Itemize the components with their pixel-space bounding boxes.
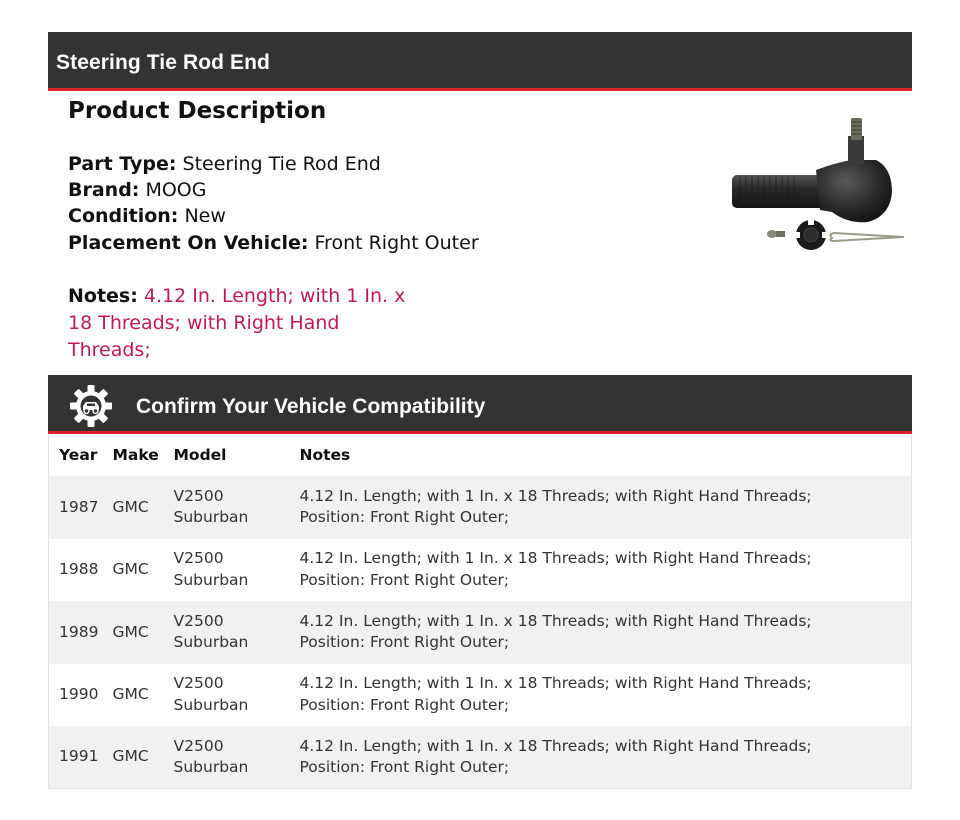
attr-condition <box>68 203 226 229</box>
cell-notes: 4.12 In. Length; with 1 In. x 18 Threads; with Right Hand Threads; Position: Front Right Outer; <box>299 486 812 527</box>
gear-car-icon <box>68 384 114 428</box>
cell-notes: 4.12 In. Length; with 1 In. x 18 Threads; with Right Hand Threads; Position: Front Right Outer; <box>299 611 812 652</box>
cell-notes: 4.12 In. Length; with 1 In. x 18 Threads; with Right Hand Threads; Position: Front Right Outer; <box>299 549 812 589</box>
attr-value: Steering Tie Rod End <box>176 153 381 175</box>
title-bar <box>48 32 912 91</box>
table-row <box>49 726 912 789</box>
attr-placement <box>68 230 479 256</box>
col-model: Model <box>173 446 227 464</box>
attr-part-type <box>68 151 381 177</box>
table-header-row <box>49 434 912 476</box>
tie-rod-end-photo <box>728 112 908 262</box>
cell-model: V2500 Suburban <box>173 736 249 776</box>
cell-model: V2500 Suburban <box>173 674 249 714</box>
table-row <box>49 664 912 727</box>
attr-key: Placement On Vehicle: <box>68 232 309 254</box>
cell-make: GMC <box>112 497 149 516</box>
cell-make: GMC <box>112 622 149 641</box>
attr-key: Brand: <box>68 179 140 201</box>
table-row <box>49 476 912 539</box>
col-notes: Notes <box>299 446 351 464</box>
cell-year: 1989 <box>59 622 99 641</box>
table-row <box>49 601 912 664</box>
col-year: Year <box>59 446 98 464</box>
cell-notes: 4.12 In. Length; with 1 In. x 18 Threads; with Right Hand Threads; Position: Front Right Outer; <box>299 736 812 776</box>
compatibility-table <box>48 434 912 789</box>
cell-model: V2500 Suburban <box>173 611 249 652</box>
notes-key: Notes: <box>68 285 138 307</box>
notes-value: 4.12 In. Length; with 1 In. x 18 Threads; with Right Hand Threads; <box>68 285 406 361</box>
page-title: Steering Tie Rod End <box>56 51 270 74</box>
attr-brand <box>68 177 206 203</box>
cell-year: 1991 <box>59 747 99 766</box>
attr-value: New <box>178 205 226 227</box>
cell-make: GMC <box>112 685 149 703</box>
attr-value: MOOG <box>139 179 207 201</box>
product-notes <box>68 283 428 364</box>
cell-make: GMC <box>112 560 149 578</box>
attr-key: Part Type: <box>68 153 177 175</box>
cell-year: 1988 <box>59 560 99 578</box>
cell-year: 1987 <box>59 497 99 516</box>
table-row <box>49 539 912 602</box>
attr-key: Condition: <box>68 205 179 227</box>
cell-notes: 4.12 In. Length; with 1 In. x 18 Threads; with Right Hand Threads; Position: Front Right Outer; <box>299 674 812 714</box>
cell-model: V2500 Suburban <box>173 549 249 589</box>
product-description-heading: Product Description <box>68 98 327 124</box>
col-make: Make <box>112 446 159 464</box>
attr-value: Front Right Outer <box>308 232 479 254</box>
cell-model: V2500 Suburban <box>173 486 249 527</box>
compatibility-title: Confirm Your Vehicle Compatibility <box>136 395 486 418</box>
cell-make: GMC <box>112 747 149 766</box>
compatibility-bar <box>48 375 912 434</box>
cell-year: 1990 <box>59 685 99 703</box>
